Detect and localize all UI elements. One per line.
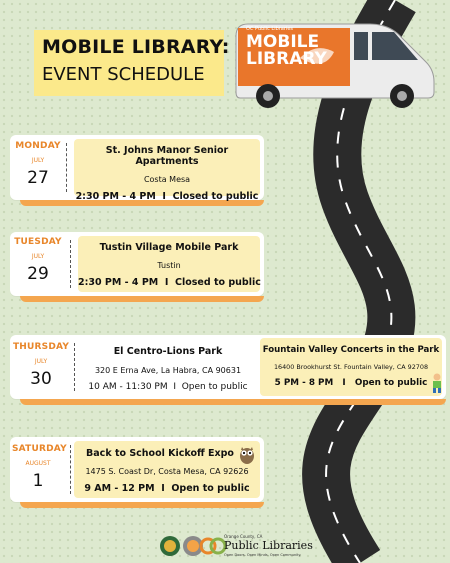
event-box bbox=[74, 441, 260, 498]
event-name: Tustin Village Mobile Park bbox=[99, 242, 239, 253]
event-location: Tustin bbox=[157, 261, 181, 270]
event-time: 9 AM - 12 PM I Open to public bbox=[84, 483, 250, 494]
schedule-card-monday bbox=[10, 135, 264, 200]
card-accent bbox=[20, 502, 264, 508]
event-location: 16400 Brookhurst St. Fountain Valley, CA 92708 bbox=[273, 363, 429, 371]
van-text-2: LIBRARY bbox=[246, 49, 327, 69]
event-name: Back to School Kickoff Expo bbox=[86, 448, 234, 459]
event-box bbox=[76, 338, 260, 396]
footer-tagline: Open Doors. Open Minds. Open Community. bbox=[224, 553, 302, 557]
footer-org: Public Libraries bbox=[224, 539, 313, 552]
event-time: 10 AM - 11:30 PM I Open to public bbox=[88, 382, 248, 392]
event-location: 320 E Erna Ave, La Habra, CA 90631 bbox=[94, 366, 242, 375]
event-location: Costa Mesa bbox=[143, 175, 191, 184]
van-brand: OC Public Libraries bbox=[246, 26, 293, 32]
event-time: 2:30 PM - 4 PM I Closed to public bbox=[78, 277, 261, 288]
date-number: 30 bbox=[30, 369, 52, 389]
day-label: MONDAY bbox=[15, 141, 61, 151]
event-time: 2:30 PM - 4 PM I Closed to public bbox=[75, 191, 259, 202]
divider bbox=[66, 143, 67, 192]
van-text-1: MOBILE bbox=[246, 32, 320, 52]
event-location: 1475 S. Coast Dr, Costa Mesa, CA 92626 bbox=[85, 467, 249, 476]
month-label: JULY bbox=[34, 358, 48, 365]
schedule-card-saturday bbox=[10, 437, 264, 502]
event-box bbox=[78, 236, 260, 292]
date-block bbox=[12, 444, 67, 491]
date-number: 1 bbox=[32, 471, 44, 491]
date-block bbox=[12, 342, 70, 389]
divider bbox=[74, 343, 75, 391]
event-name: St. Johns Manor Senior Apartments bbox=[105, 145, 229, 167]
schedule-card-thursday bbox=[10, 335, 446, 399]
card-accent bbox=[20, 296, 264, 302]
event-name: Fountain Valley Concerts in the Park bbox=[262, 345, 440, 355]
page-subtitle: EVENT SCHEDULE bbox=[42, 64, 205, 85]
divider bbox=[70, 240, 71, 288]
month-label: JULY bbox=[31, 253, 45, 260]
schedule-card-tuesday bbox=[10, 232, 264, 296]
footer-org-small: Orange County, CA bbox=[224, 534, 263, 539]
event-box bbox=[74, 139, 260, 202]
kid-mascot-icon bbox=[430, 373, 444, 393]
event-box bbox=[260, 338, 442, 396]
page-title: MOBILE LIBRARY: bbox=[42, 36, 230, 58]
card-accent bbox=[20, 399, 446, 405]
date-number: 27 bbox=[27, 168, 49, 188]
month-label: AUGUST bbox=[25, 460, 51, 467]
date-block bbox=[14, 237, 62, 284]
month-label: JULY bbox=[31, 157, 45, 164]
date-block bbox=[14, 141, 62, 188]
day-label: SATURDAY bbox=[12, 444, 67, 454]
owl-mascot-icon bbox=[238, 443, 256, 465]
divider bbox=[70, 445, 71, 494]
event-time: 5 PM - 8 PM I Open to public bbox=[274, 378, 428, 388]
date-number: 29 bbox=[27, 264, 49, 284]
event-name: El Centro-Lions Park bbox=[113, 346, 223, 357]
day-label: THURSDAY bbox=[12, 342, 70, 352]
day-label: TUESDAY bbox=[14, 237, 62, 247]
